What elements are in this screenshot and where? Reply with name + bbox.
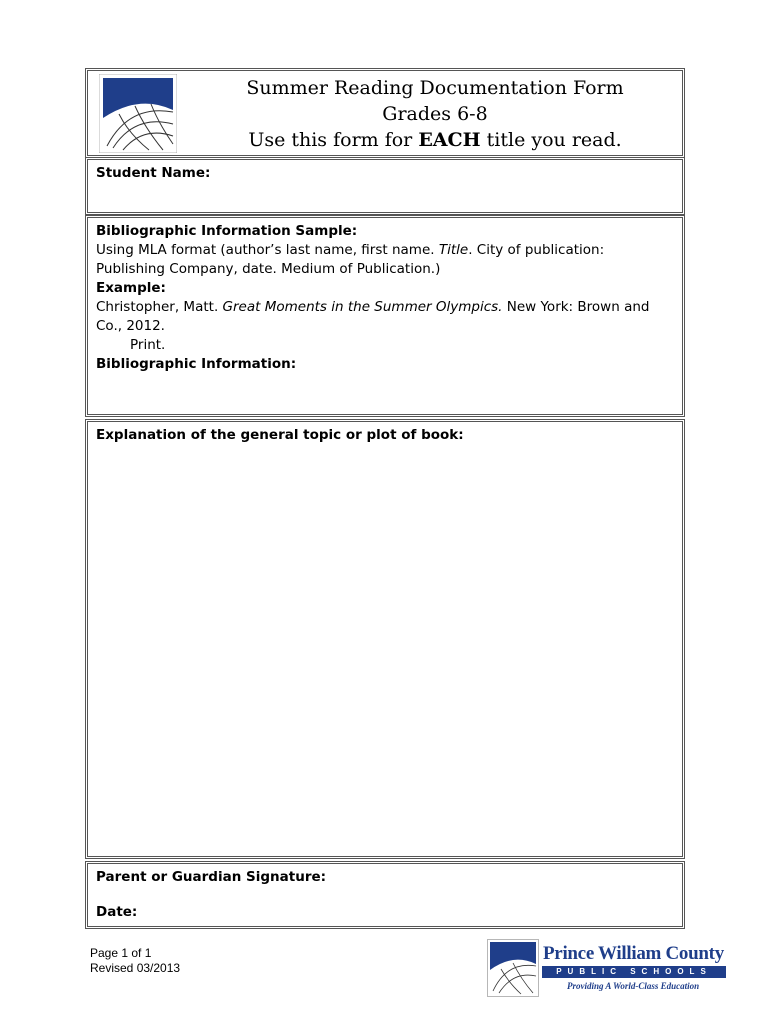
format-prefix: Using MLA format (author’s last name, first name. — [96, 242, 439, 258]
title-line-3-bold: EACH — [418, 129, 481, 151]
pwcs-name: Prince William County — [543, 943, 724, 964]
student-name-label: Student Name: — [96, 165, 211, 181]
header-box — [85, 68, 685, 158]
form-title — [188, 75, 682, 153]
signature-box[interactable] — [85, 861, 685, 929]
pwcs-tagline: Providing A World-Class Education — [567, 981, 700, 991]
revised-date: Revised 03/2013 — [90, 961, 181, 975]
format-suffix: . City of publication: Publishing Company, date. Medium of Publication.) — [96, 242, 605, 277]
pwcs-logo-icon — [487, 939, 539, 997]
title-line-2: Grades 6-8 — [382, 103, 488, 125]
example-prefix: Christopher, Matt. — [96, 299, 223, 315]
biblio-sample-label: Bibliographic Information Sample: — [96, 223, 358, 239]
example-title: Great Moments in the Summer Olympics. — [222, 299, 503, 315]
explanation-box[interactable] — [85, 419, 685, 859]
pwcs-subtitle: PUBLIC SCHOOLS — [542, 966, 726, 978]
signature-label: Parent or Guardian Signature: — [96, 869, 327, 885]
example-suffix: New York: Brown and Co., 2012. — [96, 299, 650, 334]
title-line-1: Summer Reading Documentation Form — [246, 77, 624, 99]
example-medium: Print. — [130, 337, 166, 353]
biblio-format-text — [96, 241, 674, 279]
example-label: Example: — [96, 280, 166, 296]
biblio-info-label: Bibliographic Information: — [96, 356, 297, 372]
title-line-3 — [188, 127, 682, 153]
page-number: Page 1 of 1 — [90, 946, 152, 960]
page-footer — [90, 946, 180, 976]
title-line-3-suffix: title you read. — [480, 129, 622, 151]
title-line-3-prefix: Use this form for — [248, 129, 419, 151]
pwcs-brand — [487, 939, 727, 997]
student-name-box[interactable] — [85, 157, 685, 215]
bibliographic-box[interactable] — [85, 215, 685, 417]
date-label: Date: — [96, 904, 138, 920]
explanation-label: Explanation of the general topic or plot of book: — [96, 427, 464, 443]
format-title: Title — [438, 242, 469, 258]
school-logo-icon — [99, 74, 177, 153]
example-citation — [96, 298, 674, 336]
